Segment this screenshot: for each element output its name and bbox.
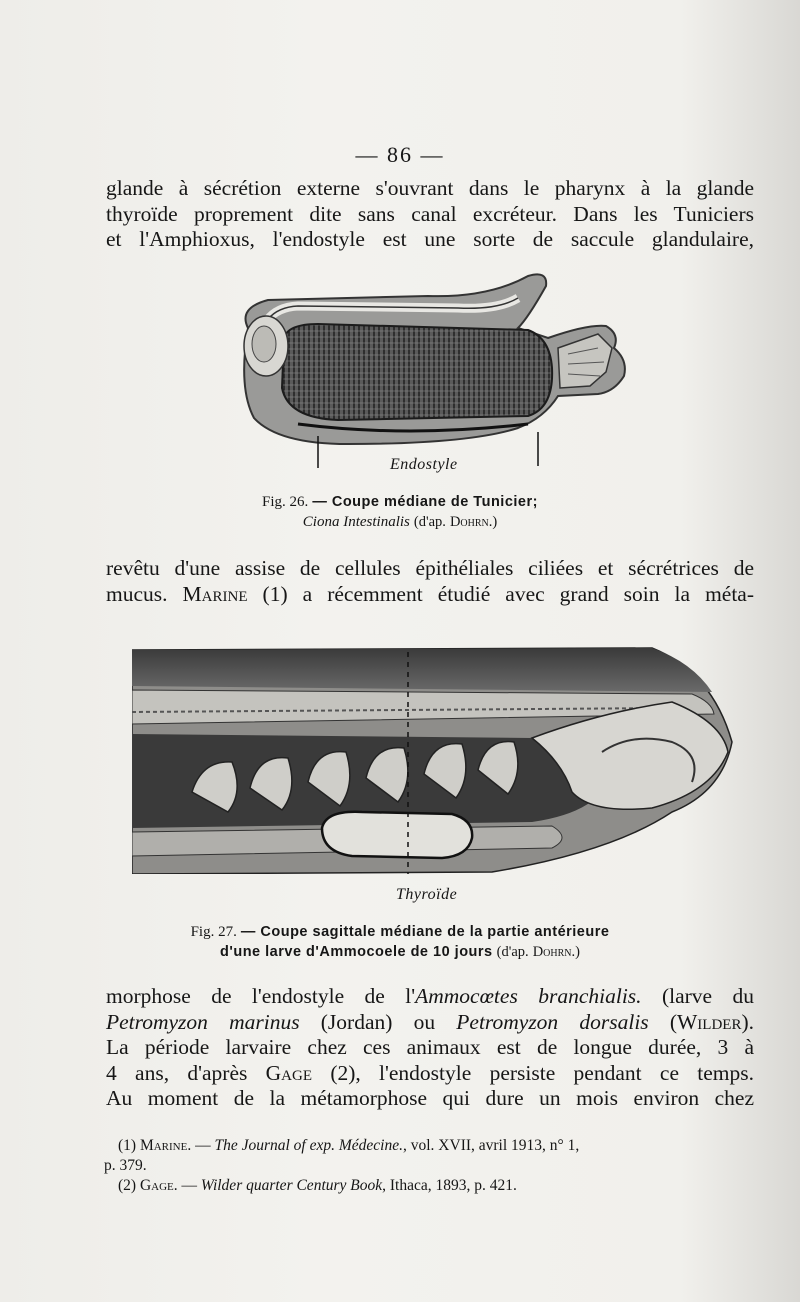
caption-line [0,922,800,942]
paragraph-1 [106,176,754,253]
caption-line [0,942,800,962]
author-name: Marine [182,581,248,606]
page-number: — 86 — [355,142,445,167]
text-line: et l'Amphioxus, l'endostyle est une sorte de saccule glandulaire, [106,227,754,251]
book-title: Wilder quarter Century Book [200,1177,383,1194]
footnote-1: (1) Marine. — The Journal of exp. Médecine., vol. XVII, avril 1913, n° 1, [118,1137,580,1154]
species-name: Ammocœtes branchialis. [415,984,642,1008]
text-line: glande à sécrétion externe s'ouvrant dans le pharynx à la glande [106,176,754,200]
text-line: thyroïde proprement dite sans canal excréteur. Dans les Tuniciers [106,201,754,226]
caption-line [0,492,800,512]
caption-title-cont: d'une larve d'Ammocoele de 10 jours [220,944,493,960]
figure-27-illustration [132,642,736,874]
tunicate-drawing [228,268,636,478]
caption-title: — Coupe médiane de Tunicier; [312,494,538,510]
text-line: revêtu d'une assise de cellules épithéliales ciliées et sécrétrices de [106,556,754,580]
species-name: Petromyzon dorsalis [456,1009,649,1034]
larva-drawing [132,642,736,874]
source-prefix: (d'ap. [413,514,446,530]
species-name: Petromyzon marinus [106,1009,300,1034]
author-name: Wilder [677,1009,742,1034]
figure-27-label: Thyroïde [396,886,458,903]
text-line: Petromyzon marinus (Jordan) ou Petromyzon dorsalis (Wilder). [106,1009,755,1034]
source-author: Dohrn.) [532,944,580,960]
footnotes [104,1136,754,1196]
paragraph-2 [106,556,754,607]
figure-27-caption [0,922,800,962]
source-prefix: (d'ap. [496,944,529,960]
text-line: mucus. Marine (1) a récemment étudié avec grand soin la méta- [106,581,755,606]
figure-26-caption [0,492,800,532]
paragraph-3 [106,984,754,1112]
figure-number: Fig. 27. [190,924,237,940]
figure-number: Fig. 26. [262,494,309,510]
caption-title: — Coupe sagittale médiane de la partie antérieure [240,924,610,940]
text-line: Au moment de la métamorphose qui dure un mois environ chez [106,1086,754,1110]
author-name: Gage [265,1060,313,1085]
text-line: 4 ans, d'après Gage (2), l'endostyle persiste pendant ce temps. [106,1060,755,1085]
text-line: La période larvaire chez ces animaux est de longue durée, 3 à [106,1035,754,1059]
species-name: Ciona Intestinalis [302,514,410,530]
text-line: morphose de l'endostyle de l'Ammocœtes branchialis. (larve du [106,984,754,1008]
author-name: Gage. [139,1177,178,1194]
author-name: Marine. [139,1137,192,1154]
footnote-1-cont: p. 379. [104,1157,147,1174]
figure-26-label: Endostyle [390,456,458,473]
figure-26-illustration [228,268,636,478]
journal-title: The Journal of exp. Médecine. [214,1137,403,1154]
footnote-2: (2) Gage. — Wilder quarter Century Book, Ithaca, 1893, p. 421. [118,1177,517,1194]
caption-line [0,512,800,532]
source-author: Dohrn.) [449,514,498,530]
